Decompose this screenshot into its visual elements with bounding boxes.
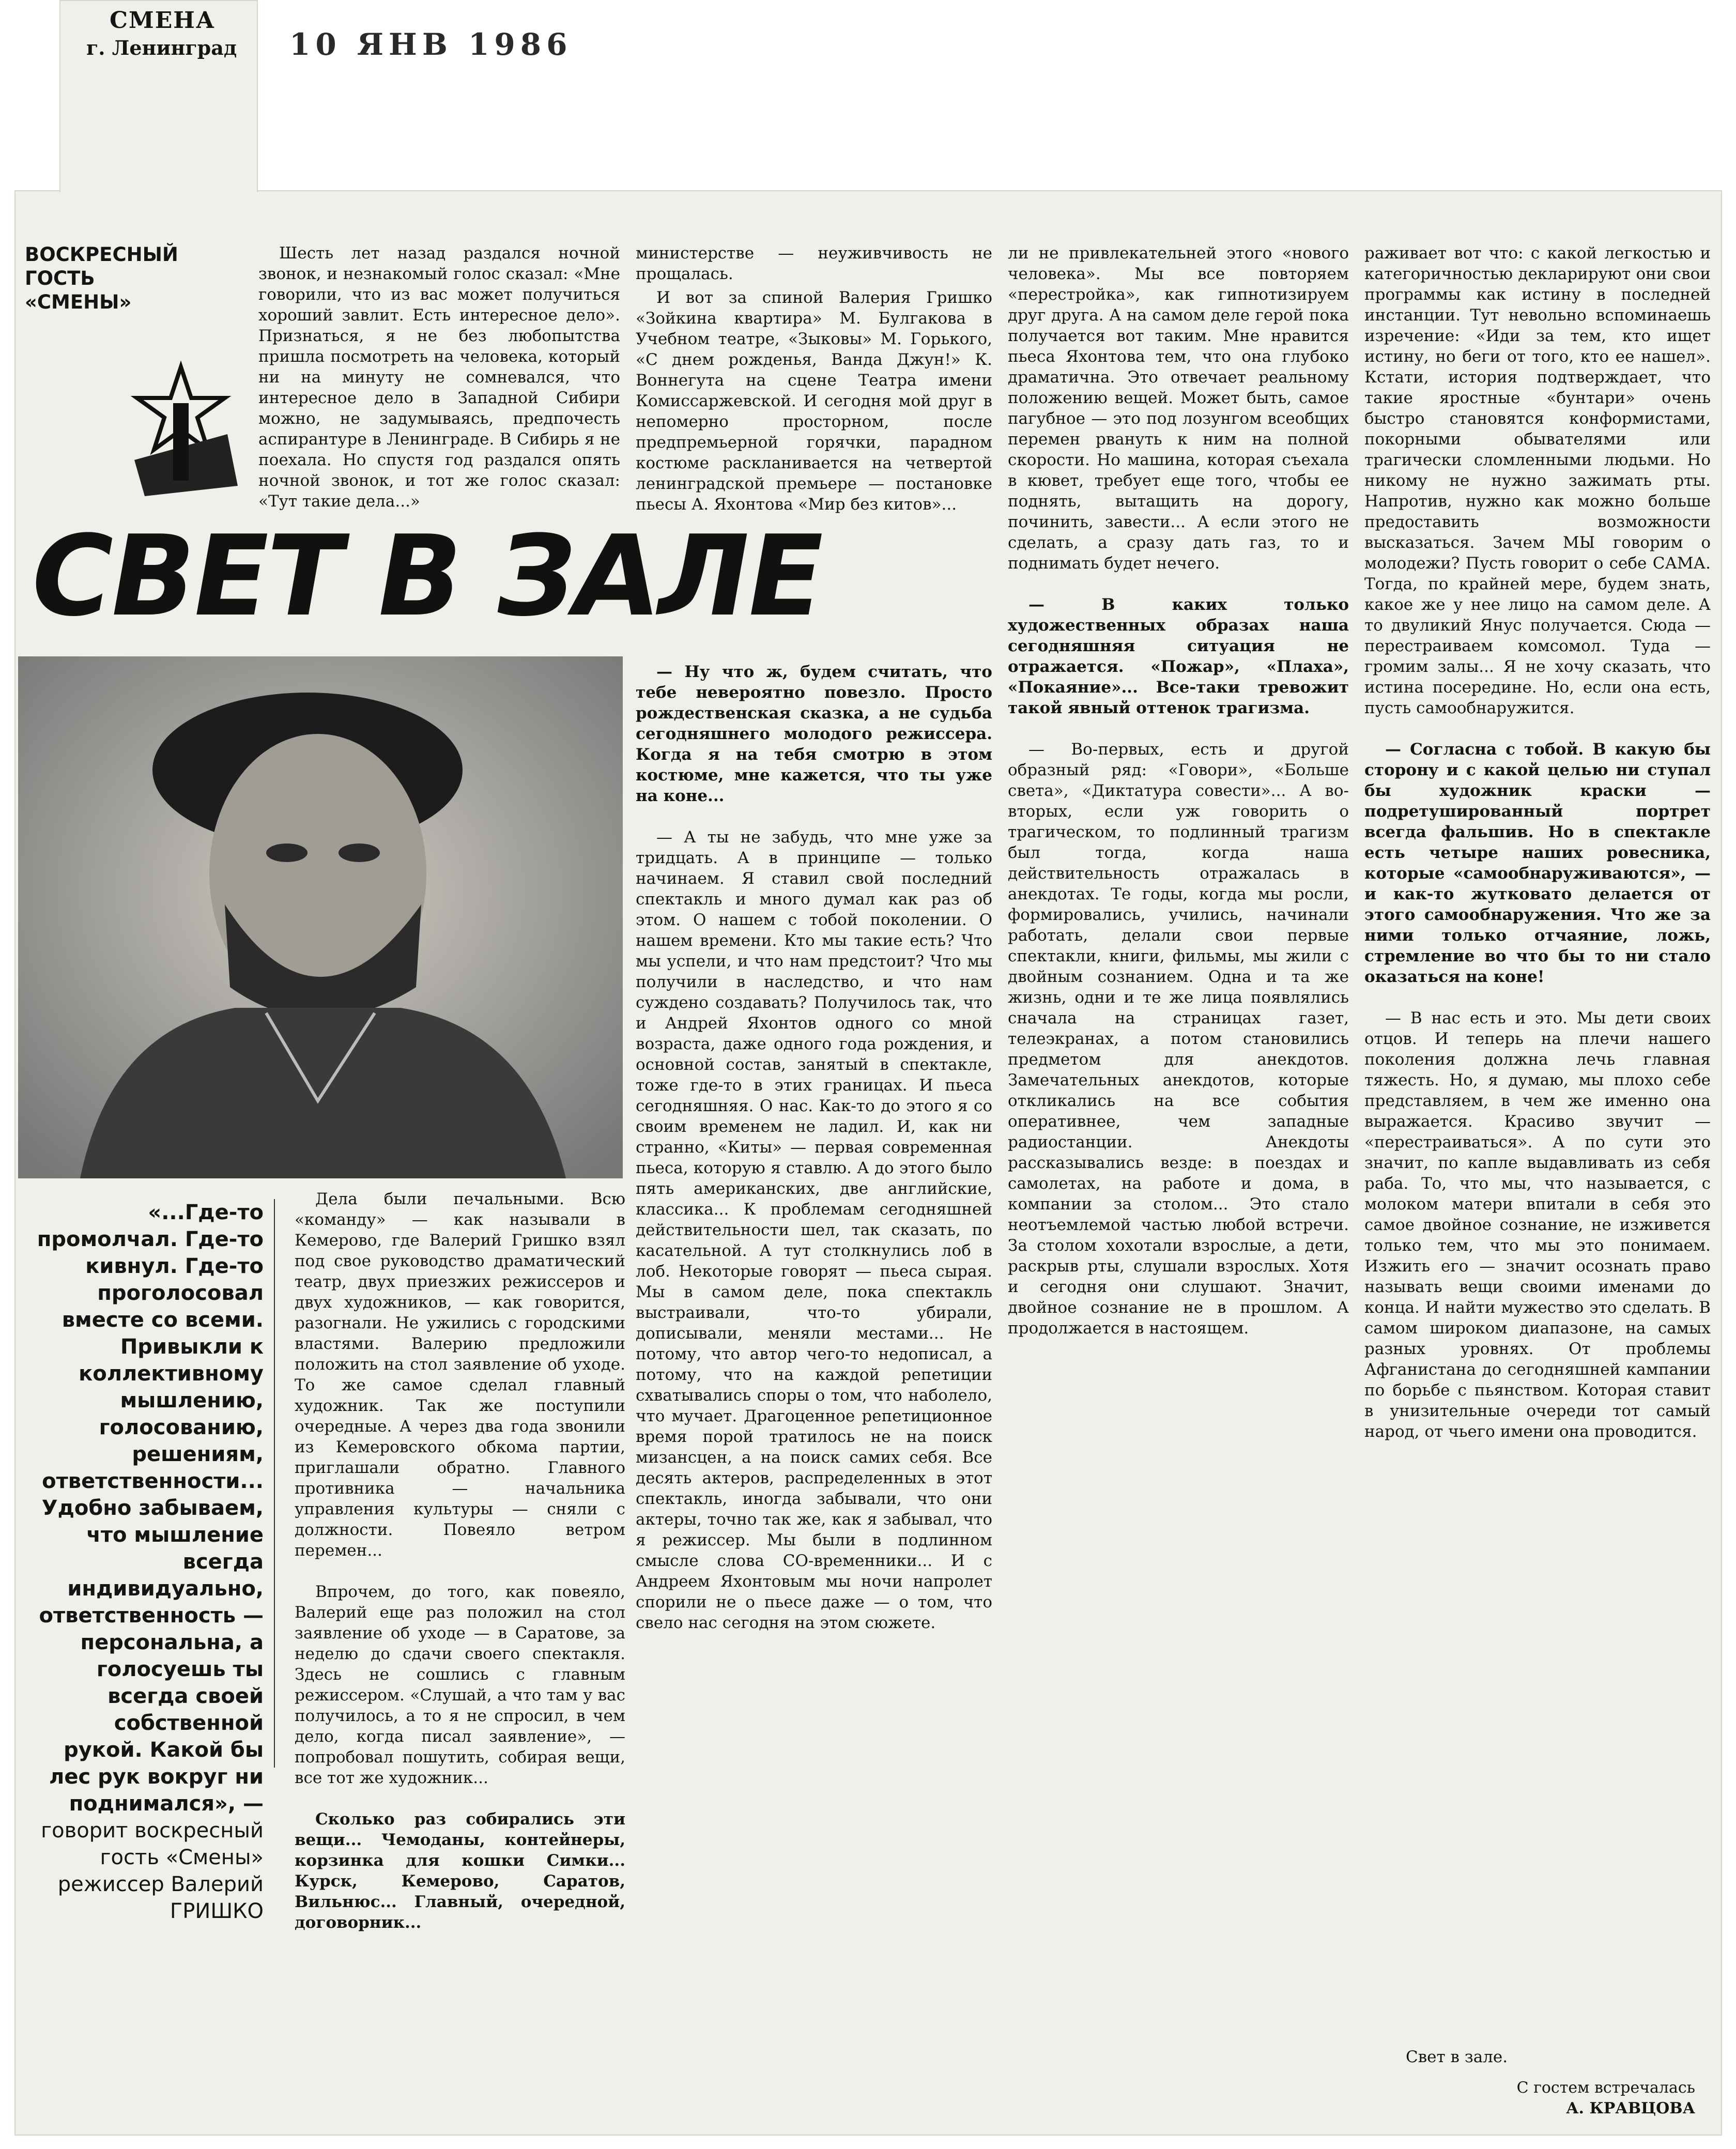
column-2-dialogue [636, 662, 992, 1636]
newspaper-name: СМЕНА [110, 7, 216, 34]
paragraph: — А ты не забудь, что мне уже за тридцать. А в принципе — только начинаем. Я ставил свой последний спектакль и много думал как раз об этом. О нашем с тобой поколении. О нашем времени. Кто мы такие есть? Что мы успели, и что нам предстоит? Что мы получили в наследство, и что нам суждено создавать? Получилось так, что и Андрей Яхонтов одного со мной возраста, даже одного года рождения, и основной состав, занятый в спектакле, тоже где-то в этих границах. И пьеса сегодняшняя. О нас. Как-то до этого я со своим временем не ладил. И, как ни странно, «Киты» — первая современная пьеса, которую я ставлю. А до этого было пять американских, две английские, классика... К проблемам сегодняшней действительности шел, так сказать, по касательной. А тут столкнулись лоб в лоб. Некоторые говорят — пьеса сырая. Мы в самом деле, пока спектакль выстраивали, что-то убирали, дописывали, меняли местами... Не потому, что автор чего-то недописал, а потому, что на каждой репетиции схватывались споры о том, что наболело, что мучает. Драгоценное репетиционное время порой тратилось не на поиск мизансцен, а на поиск самих себя. Все десять актеров, распределенных в этот спектакль, иногда забывали, что они актеры, точно так же, как я забывал, что я режиссер. Мы были в подлинном смысле слова СО-временники... И с Андреем Яхонтовым мы ночи напролет спорили не о пьесе даже — о том, что свело нас сегодня на этом сюжете. [636, 828, 992, 1632]
closing-text: Свет в зале. [1406, 2048, 1508, 2066]
question-paragraph: — В каких только художественных образах наша сегодняшняя ситуация не отражается. «Пожар», «Плаха», «Покаяние»... Все-таки тревожит такой явный оттенок трагизма. [1008, 595, 1349, 717]
paragraph: — В нас есть и это. Мы дети своих отцов. И теперь на плечи нашего поколения должна лечь главная тяжесть. Но, я думаю, мы плохо себе представляем, в чем же именно она выражается. Красиво звучит — «перестраиваться». А по сути это значит, по капле выдавливать из себя раба. То, что мы, что называется, с молоком матери впитали в себя это самое двойное сознание, не изживется только тем, что мы это понимаем. Изжить его — значит осознать право называть вещи своими именами до конца. И найти мужество это сделать. В самом широком диапазоне, на самых разных уровнях. От проблемы Афганистана до сегодняшней кампании по борьбе с пьянством. Которая ставит в унизительные очереди тот самый народ, от чьего имени она проводится. [1364, 1009, 1711, 1441]
column-divider [274, 1199, 275, 1768]
pull-quote-attribution: говорит воскресный гость «Смены» режиссер Валерий ГРИШКО [41, 1819, 264, 1923]
closing-line [1385, 2047, 1695, 2070]
paragraph: — Во-первых, есть и другой образный ряд: «Говори», «Больше света», «Диктатура совести»... А во-вторых, если уж говорить о трагическом, то подлинный трагизм был тогда, когда наша действительность отражалась в анекдотах. Те годы, когда мы росли, формировались, учились, начинали работать, делали свои первые спектакли, книги, фильмы, мы жили с двойным сознанием. Одна и та же жизнь, одни и те же лица появлялись сначала на страницах газет, телеэкранах, а потом становились предметом для анекдотов. Замечательных анекдотов, которые откликались на все события оперативнее, чем западные радиостанции. Анекдоты рассказывались везде: в поездах и самолетах, на работе и дома, в компании за столом... Это стало неотъемлемой частью любой встречи. За столом хохотали взрослые, а дети, раскрыв рты, слушали взрослых. Хотя и сегодня они слушают. Значит, двойное сознание не в прошлом. А продолжается в настоящем. [1008, 740, 1349, 1338]
paragraph: министерстве — неуживчивость не прощалась. [636, 244, 992, 283]
column-2-top [636, 243, 992, 518]
theatre-logo-icon [114, 357, 248, 501]
paragraph: И вот за спиной Валерия Гришко «Зойкина квартира» М. Булгакова в Учебном театре, «Зыковы» М. Горького, «С днем рожденья, Ванда Джун!» К. Воннегута на сцене Театра имени Комиссаржевской. И сегодня мой друг в непомерно просторном, после предпремьерной горячки, парадном костюме раскланивается на четвертой ленинградской премьере — постановке пьесы А. Яхонтова «Мир без китов»... [636, 288, 992, 514]
clipping-label [59, 0, 258, 192]
date-stamp: 10 ЯНВ 1986 [289, 27, 573, 62]
pull-quote-text: «...Где-то промолчал. Где-то кивнул. Где-то проголосовал вместе со всеми. Привыкли к коллективному мышлению, голосованию, решениям, ответственности... Удобно забываем, что мышление всегда индивидуально, ответственность — персональна, а голосуешь ты всегда своей собственной рукой. Какой бы лес рук вокруг ни поднимался», — [37, 1201, 264, 1816]
column-intro [258, 243, 620, 515]
column-3 [1008, 243, 1349, 1342]
paragraph: раживает вот что: с какой легкостью и категоричностью декларируют они свои программы как истину в последней инстанции. Тут невольно вспоминаешь изречение: «Иди за тем, кто ищет истину, но беги от того, кто ее нашел». Кстати, история подтверждает, что такие яростные «бунтари» очень быстро становятся конформистами, покорными обывателями или трагически сломленными людьми. Но никому не нужно зажимать рты. Напротив, нужно как можно больше предоставить возможности высказаться. Зачем МЫ говорим о молодежи? Пусть говорит о себе САМА. Тогда, по крайней мере, будем знать, какое же у нее лицо на самом деле. А то двуликий Янус получается. Сюда — перестраиваем комсомол. Туда — громим залы... Я не хочу сказать, что истина посередине. Но, если она есть, пусть самообнаружится. [1364, 244, 1711, 717]
paragraph: Дела были печальными. Всю «команду» — как называли в Кемерово, где Валерий Гришко взял под свое руководство драматический театр, двух приезжих режиссеров и двух художников, — как говорится, разогнали. Не ужились с городскими властями. Валерию предложили положить на стол заявление об уходе. То же самое сделал главный художник. Так же поступили очередные. А через два года звонили из Кемеровского обкома партии, приглашали обратно. Главного противника — начальника управления культуры — сняли с должности. Повеяло ветром перемен... [295, 1190, 625, 1560]
paragraph: Шесть лет назад раздался ночной звонок, и незнакомый голос сказал: «Мне говорили, что из вас может получиться хороший завлит. Есть интересное дело». Признаться, я не без любопытства пришла посмотреть на человека, который ни на минуту не сомневался, что интересное дело в Западной Сибири можно, не задумываясь, предпочесть аспирантуре в Ленинграде. В Сибирь я не поехала. Но спустя год раздался опять ночной звонок, и тот же голос сказал: «Тут такие дела...» [258, 244, 620, 511]
question-paragraph: — Согласна с тобой. В какую бы сторону и с какой целью ни ступал бы художник краски — подретушированный портрет всегда фальшив. Но в спектакле есть четыре наших ровесника, которые «самообнаруживаются», — и как-то жутковато делается от этого самообнаружения. Что же за ними только отчаяние, ложь, стремление во что бы то ни стало оказаться на коне! [1364, 740, 1711, 986]
rubric-heading: ВОСКРЕСНЫЙ ГОСТЬ «СМЕНЫ» [25, 243, 178, 313]
pull-quote [31, 1199, 264, 1925]
portrait-photo [18, 656, 623, 1178]
byline-intro: С гостем встречалась [1516, 2079, 1695, 2097]
column-4 [1364, 243, 1711, 1445]
newspaper-city: г. Ленинград [86, 36, 237, 59]
article-title: СВЕТ В ЗАЛЕ [19, 511, 833, 641]
byline-author: А. КРАВЦОВА [1566, 2099, 1695, 2117]
paragraph: ли не привлекательней этого «нового человека». Мы все повторяем «перестройка», как гипнотизируем друг друга. А на самом деле герой пока получается вот таким. Мне нравится пьеса Яхонтова тем, что она глубоко драматична. Это отвечает реальному положению вещей. Может быть, самое пагубное — это под лозунгом всеобщих перемен рвануть к ним на полной скорости. Но машина, которая съехала в кювет, требует еще того, чтобы ее поднять, вытащить на дорогу, починить, завести... А если этого не сделать, а сразу дать газ, то и поднимать будет нечего. [1008, 244, 1349, 573]
column-5 [295, 1189, 625, 1936]
paragraph: Впрочем, до того, как повеяло, Валерий еще раз положил на стол заявление об уходе — в Саратове, за неделю до сдачи своего спектакля. Здесь не сошлись с главным режиссером. «Слушай, а что там у вас получилось, а то я не спросил, в чем дело, когда писал заявление», — попробовал пошутить, собирая вещи, все тот же художник... [295, 1583, 625, 1787]
question-paragraph: — Ну что ж, будем считать, что тебе невероятно повезло. Просто рождественская сказка, а не судьба сегодняшнего молодого режиссера. Когда я на тебя смотрю в этом костюме, мне кажется, что ты уже на коне... [636, 663, 992, 805]
paragraph: Сколько раз собирались эти вещи... Чемоданы, контейнеры, корзинка для кошки Симки... Курск, Кемерово, Саратов, Вильнюс... Главный, очередной, договорник... [295, 1810, 625, 1932]
byline [1385, 2078, 1695, 2119]
